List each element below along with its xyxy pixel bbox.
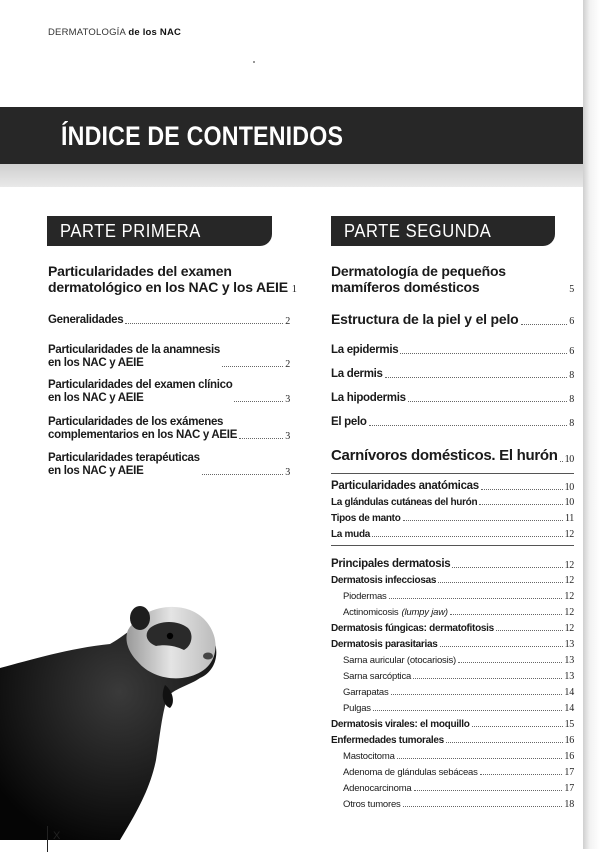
part-two-label: PARTE SEGUNDA bbox=[344, 221, 492, 241]
toc-entry[interactable] bbox=[48, 344, 290, 370]
toc-entry[interactable] bbox=[48, 379, 290, 405]
dot-leader bbox=[403, 520, 563, 521]
toc-entry[interactable] bbox=[331, 735, 574, 746]
toc-page-number: 13 bbox=[564, 671, 574, 682]
toc-entry[interactable] bbox=[331, 344, 574, 357]
title-band bbox=[0, 107, 583, 164]
toc-entry-title: Estructura de la piel y el pelo bbox=[331, 311, 519, 327]
toc-page-number: 5 bbox=[569, 284, 574, 296]
toc-entry[interactable] bbox=[331, 591, 574, 602]
toc-entry-title: Principales dermatosis bbox=[331, 558, 451, 570]
toc-page-number: 2 bbox=[285, 358, 290, 370]
dot-leader bbox=[472, 726, 563, 727]
toc-page-number: 12 bbox=[564, 575, 574, 586]
toc-entry-title: Adenoma de glándulas sebáceas bbox=[343, 766, 478, 778]
dot-leader bbox=[400, 353, 567, 354]
toc-entry-title: Dermatología de pequeños mamíferos domésticos bbox=[331, 263, 506, 295]
dot-leader bbox=[234, 401, 283, 402]
dot-leader bbox=[458, 662, 562, 663]
dot-leader bbox=[391, 694, 563, 695]
toc-page-number: 16 bbox=[564, 751, 574, 762]
toc-page-number: 12 bbox=[564, 591, 574, 602]
ferret-illustration bbox=[0, 590, 225, 840]
toc-entry[interactable] bbox=[48, 314, 290, 327]
toc-entry-title: Dermatosis infecciosas bbox=[331, 575, 437, 586]
print-speck bbox=[253, 61, 255, 63]
toc-entry-title-italic: (lumpy jaw) bbox=[401, 606, 448, 618]
scan-edge bbox=[583, 0, 600, 849]
dot-leader bbox=[440, 646, 563, 647]
dot-leader bbox=[372, 536, 563, 537]
toc-page-number: 13 bbox=[564, 655, 574, 666]
toc-entry[interactable] bbox=[331, 655, 574, 666]
dot-leader bbox=[560, 461, 563, 462]
toc-page-number: 6 bbox=[569, 316, 574, 328]
dot-leader bbox=[403, 806, 563, 807]
toc-entry-title: La glándulas cutáneas del hurón bbox=[331, 497, 478, 508]
toc-entry-title: Garrapatas bbox=[343, 686, 389, 698]
dot-leader bbox=[521, 324, 568, 325]
toc-entry-title: La epidermis bbox=[331, 344, 399, 356]
toc-page-number: 3 bbox=[285, 393, 290, 405]
dot-leader bbox=[438, 582, 562, 583]
toc-entry-title: Particularidades de la anamnesis en los NAC y AEIE bbox=[48, 344, 220, 369]
toc-entry[interactable] bbox=[331, 783, 574, 794]
toc-entry[interactable] bbox=[331, 529, 574, 540]
toc-page-number: 11 bbox=[564, 513, 574, 524]
toc-page-number: 3 bbox=[285, 430, 290, 442]
toc-page-number: 10 bbox=[564, 497, 574, 508]
dot-leader bbox=[481, 489, 563, 490]
toc-page-number: 17 bbox=[564, 767, 574, 778]
toc-entry[interactable] bbox=[331, 312, 574, 328]
toc-page-number: 10 bbox=[564, 453, 574, 465]
toc-page-number: 15 bbox=[564, 719, 574, 730]
toc-entry-title: Piodermas bbox=[343, 590, 387, 602]
toc-entry-title: Sarna sarcóptica bbox=[343, 670, 412, 682]
toc-entry-title: Adenocarcinoma bbox=[343, 782, 412, 794]
toc-page-number: 12 bbox=[564, 559, 574, 571]
toc-page-number: 8 bbox=[569, 417, 574, 429]
page-title: ÍNDICE DE CONTENIDOS bbox=[61, 121, 344, 151]
dot-leader bbox=[389, 598, 563, 599]
toc-page-number: 18 bbox=[564, 799, 574, 810]
dot-leader bbox=[385, 377, 568, 378]
dot-leader bbox=[125, 323, 283, 324]
toc-entry-title: Otros tumores bbox=[343, 798, 401, 810]
toc-entry[interactable] bbox=[331, 497, 574, 508]
page-folio: X bbox=[47, 826, 60, 852]
toc-entry[interactable] bbox=[331, 671, 574, 682]
toc-entry-title: Particularidades del examen clínico en los NAC y AEIE bbox=[48, 379, 233, 404]
toc-page-number: 17 bbox=[564, 783, 574, 794]
toc-page-number: 1 bbox=[291, 284, 297, 296]
running-head bbox=[48, 27, 181, 38]
dot-leader bbox=[496, 630, 563, 631]
toc-page-number: 16 bbox=[564, 735, 574, 746]
part-one-heading bbox=[47, 216, 272, 246]
toc-entry-title: El pelo bbox=[331, 416, 367, 428]
toc-entry[interactable] bbox=[331, 639, 574, 650]
dot-leader bbox=[397, 758, 563, 759]
dot-leader bbox=[446, 742, 563, 743]
toc-page-number: 12 bbox=[564, 529, 574, 540]
toc-page-number: 14 bbox=[564, 687, 574, 698]
toc-page-number: 14 bbox=[564, 703, 574, 714]
toc-entry-title: Dermatosis parasitarias bbox=[331, 639, 438, 650]
toc-entry-title: Mastocitoma bbox=[343, 750, 395, 762]
toc-entry-title: Sarna auricular (otocariosis) bbox=[343, 654, 456, 666]
dot-leader bbox=[413, 678, 562, 679]
title-shadow-band bbox=[0, 164, 583, 187]
toc-entry[interactable] bbox=[331, 703, 574, 714]
toc-page-number: 10 bbox=[564, 481, 574, 493]
dot-leader bbox=[479, 504, 562, 505]
dot-leader bbox=[408, 401, 568, 402]
toc-page-number: 8 bbox=[569, 393, 574, 405]
dot-leader bbox=[202, 474, 284, 475]
toc-entry-title: La hipodermis bbox=[331, 392, 406, 404]
running-head-section: DERMATOLOGÍA bbox=[48, 27, 126, 38]
ferret-nose bbox=[203, 653, 213, 660]
toc-entry[interactable] bbox=[331, 799, 574, 810]
dot-leader bbox=[452, 567, 562, 568]
toc-entry-title: Dermatosis fúngicas: dermatofitosis bbox=[331, 623, 494, 634]
dot-leader bbox=[222, 366, 283, 367]
toc-entry-title: Enfermedades tumorales bbox=[331, 735, 444, 746]
toc-entry[interactable] bbox=[48, 263, 297, 296]
dot-leader bbox=[369, 425, 568, 426]
toc-entry[interactable] bbox=[331, 264, 574, 295]
toc-page-number: 8 bbox=[569, 369, 574, 381]
toc-entry-title: La dermis bbox=[331, 368, 383, 380]
toc-entry[interactable] bbox=[331, 607, 574, 618]
toc-entry[interactable] bbox=[331, 416, 574, 429]
part-two-heading bbox=[331, 216, 555, 246]
toc-entry[interactable] bbox=[331, 623, 574, 634]
dot-leader bbox=[373, 710, 563, 711]
toc-entry[interactable] bbox=[331, 480, 574, 493]
ferret-eye bbox=[167, 633, 173, 639]
running-head-book: de los NAC bbox=[128, 27, 182, 38]
dot-leader bbox=[450, 614, 563, 615]
dot-leader bbox=[480, 774, 563, 775]
toc-entry-title: Carnívoros domésticos. El hurón bbox=[331, 447, 558, 464]
toc-entry-title: Tipos de manto bbox=[331, 513, 401, 524]
toc-page-number: 6 bbox=[569, 345, 574, 357]
toc-entry-title: Particularidades terapéuticas en los NAC y AEIE bbox=[48, 452, 200, 477]
toc-entry[interactable] bbox=[331, 751, 574, 762]
dot-leader bbox=[414, 790, 563, 791]
ferret-ear bbox=[130, 606, 150, 630]
toc-entry-title: Generalidades bbox=[48, 314, 124, 326]
toc-entry[interactable] bbox=[331, 558, 574, 571]
toc-entry-title: Actinomicosis bbox=[343, 606, 399, 618]
toc-entry-title: Particularidades de los exámenes complementarios en los NAC y AEIE bbox=[48, 416, 238, 441]
toc-entry[interactable] bbox=[331, 368, 574, 381]
toc-entry-title: Particularidades anatómicas bbox=[331, 480, 479, 492]
toc-page-number: 12 bbox=[564, 607, 574, 618]
toc-entry[interactable] bbox=[331, 392, 574, 405]
toc-entry[interactable] bbox=[331, 513, 574, 524]
toc-entry-title: Pulgas bbox=[343, 702, 371, 714]
toc-entry-title: La muda bbox=[331, 529, 371, 540]
toc-entry-title: Particularidades del examen dermatológico en los NAC y los AEIE bbox=[48, 263, 288, 295]
part-one-label: PARTE PRIMERA bbox=[60, 221, 201, 241]
toc-page-number: 12 bbox=[564, 623, 574, 634]
toc-entry[interactable] bbox=[331, 448, 574, 465]
toc-entry[interactable] bbox=[331, 719, 574, 730]
toc-entry[interactable] bbox=[48, 416, 290, 442]
toc-entry[interactable] bbox=[331, 687, 574, 698]
toc-page-number: 2 bbox=[285, 315, 290, 327]
toc-entry[interactable] bbox=[48, 452, 290, 478]
section-rule bbox=[331, 473, 574, 474]
toc-page-number: 3 bbox=[285, 466, 290, 478]
toc-entry[interactable] bbox=[331, 767, 574, 778]
dot-leader bbox=[239, 438, 283, 439]
toc-entry-title: Dermatosis virales: el moquillo bbox=[331, 719, 470, 730]
toc-entry[interactable] bbox=[331, 575, 574, 586]
toc-page-number: 13 bbox=[564, 639, 574, 650]
section-rule bbox=[331, 545, 574, 546]
